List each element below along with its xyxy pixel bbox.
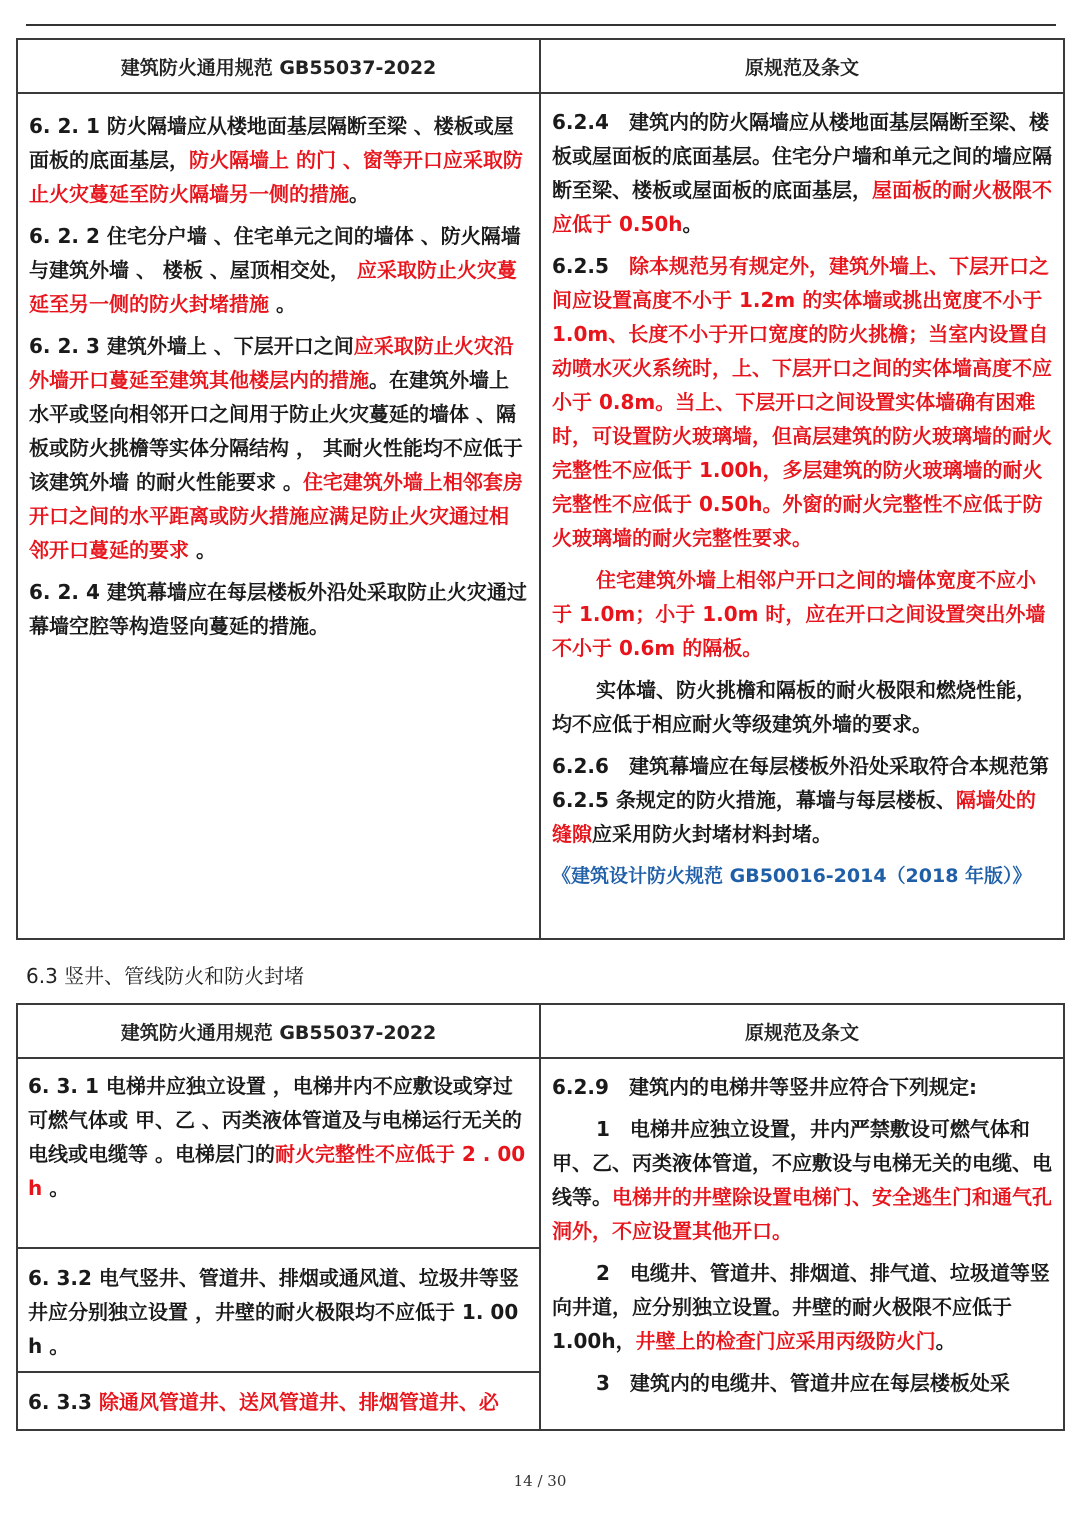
clause-text: 6.2.5 xyxy=(552,254,629,278)
clause-text: 6.2.9 建筑内的电梯井等竖井应符合下列规定: xyxy=(552,1075,977,1099)
clause-text: 6. 2. 2 住宅分户墙 、住宅单元之间的墙体 、防火隔墙与建筑外墙 、 楼板 、屋顶相交处， xyxy=(29,224,521,282)
clause-paragraph xyxy=(552,105,1052,241)
clause-paragraph xyxy=(28,1261,529,1363)
highlighted-text: 住宅建筑外墙上相邻户开口之间的墙体宽度不应小于 1.0m；小于 1.0m 时，应在开口之间设置突出外墙不小于 0.6m 的隔板。 xyxy=(552,568,1046,660)
clause-paragraph xyxy=(552,1256,1052,1358)
highlighted-text: 除本规范另有规定外，建筑外墙上、下层开口之间应设置高度不小于 1.2m 的实体墙或挑出宽度不小于 1.0m、长度不小于开口宽度的防火挑檐；当室内设置自动喷水灭火系统时，上、下层开口之间的实体墙高度不应小于 0.8m。当上、下层开口之间设置实体墙确有困难时，可设置防火玻璃墙，但高层建筑的防火玻璃墙的耐火完整性不应低于 1.00h，多层建筑的防火玻璃墙的耐火完整性不应低于 0.50h。外窗的耐火完整性不应低于防火玻璃墙的耐火完整性要求。 xyxy=(552,254,1052,550)
clause-paragraph xyxy=(29,329,528,567)
clause-paragraph xyxy=(29,219,528,321)
clause-paragraph xyxy=(552,1070,1052,1104)
clause-text: 6. 2. 4 建筑幕墙应在每层楼板外沿处采取防止火灾通过幕墙空腔等构造竖向蔓延的措施。 xyxy=(29,580,527,638)
clause-paragraph xyxy=(552,249,1052,555)
clause-paragraph xyxy=(29,575,528,643)
clause-paragraph xyxy=(552,1112,1052,1248)
new-code-column xyxy=(17,1058,540,1430)
clause-paragraph xyxy=(28,1069,529,1205)
top-rule xyxy=(26,24,1056,26)
clause-text: 6. 2. 3 建筑外墙上 、下层开口之间 xyxy=(29,334,354,358)
old-code-clauses xyxy=(542,95,1062,909)
clause-text: 1 电梯井应独立设置，井内严禁敷设可燃气体和甲、乙、丙类液体管道，不应敷设与电梯无关的电缆、电线等。 xyxy=(552,1117,1052,1209)
highlighted-text: 应采取防止火灾蔓延至另一侧的防火封堵措施 xyxy=(29,258,517,316)
clause-segment xyxy=(18,1373,539,1429)
new-code-column xyxy=(17,93,540,939)
source-reference: 《建筑设计防火规范 GB50016-2014（2018 年版）》 xyxy=(552,865,1032,887)
clause-text: 6.2.4 建筑内的防火隔墙应从楼地面基层隔断至梁、楼板或屋面板的底面基层。住宅分户墙和单元之间的墙应隔断至梁、楼板或屋面板的底面基层， xyxy=(552,110,1052,202)
clause-text: 。在建筑外墙上水平或竖向相邻开口之间用于防止火灾蔓延的墙体 、隔板或防火挑檐等实体分隔结构 ， 其耐火性能均不应低于该建筑外墙 的耐火性能要求 。 xyxy=(29,368,523,494)
old-code-column xyxy=(540,93,1064,939)
clause-text: 3 建筑内的电缆井、管道井应在每层楼板处采 xyxy=(596,1371,1010,1395)
highlighted-text: 电梯井的井壁除设置电梯门、安全逃生门和通气孔洞外，不应设置其他开口。 xyxy=(552,1185,1052,1243)
highlighted-text: 除通风管道井、送风管道井、排烟管道井、必 xyxy=(98,1390,499,1414)
clause-text: 实体墙、防火挑檐和隔板的耐火极限和燃烧性能，均不应低于相应耐火等级建筑外墙的要求。 xyxy=(552,678,1036,736)
highlighted-text: 隔墙处的缝隙 xyxy=(552,788,1036,846)
clause-paragraph xyxy=(552,563,1052,665)
comparison-table-6-3 xyxy=(16,1003,1065,1431)
highlighted-text: 住宅建筑外墙上相邻套房开口之间的水平距离或防火措施应满足防止火灾通过相邻开口蔓延的要求 xyxy=(29,470,523,562)
clause-segment xyxy=(18,1249,539,1373)
clause-segment xyxy=(18,1059,539,1249)
header-new-code: 建筑防火通用规范 GB55037-2022 xyxy=(17,39,540,93)
old-code-clause-list xyxy=(552,105,1052,851)
comparison-table-6-2 xyxy=(16,38,1065,940)
clause-text: 2 电缆井、管道井、排烟道、排气道、垃圾道等竖向井道，应分别独立设置。井壁的耐火极限不应低于 1.00h， xyxy=(552,1261,1050,1353)
highlighted-text: 防火隔墙上 的门 、窗等开口应采取防止火灾蔓延至防火隔墙另一侧的措施 xyxy=(29,148,523,206)
clause-text: 。 xyxy=(349,182,369,206)
highlighted-text: 应采取防止火灾沿外墙开口蔓延至建筑其他楼层内的措施 xyxy=(29,334,514,392)
clause-paragraph xyxy=(552,749,1052,851)
clause-text: 6. 3. 1 电梯井应独立设置 ，电梯井内不应敷设或穿过可燃气体或 甲、乙 、丙类液体管道及与电梯运行无关的电线或电缆等 。电梯层门的 xyxy=(28,1074,522,1166)
new-code-segments xyxy=(18,1059,539,1429)
header-new-code: 建筑防火通用规范 GB55037-2022 xyxy=(17,1004,540,1058)
highlighted-text: 屋面板的耐火极限不应低于 0.50h xyxy=(552,178,1052,236)
header-old-code: 原规范及条文 xyxy=(540,39,1064,93)
clause-text: 6. 2. 1 防火隔墙应从楼地面基层隔断至梁 、楼板或屋面板的底面基层， xyxy=(29,114,514,172)
old-code-column xyxy=(540,1058,1064,1430)
clause-text: 。 xyxy=(189,538,216,562)
clause-text: 。 xyxy=(269,292,296,316)
new-code-clauses xyxy=(19,95,538,659)
highlighted-text: 井壁上的检查门应采用丙级防火门 xyxy=(635,1329,936,1353)
clause-text: 。 xyxy=(682,212,703,236)
header-old-code: 原规范及条文 xyxy=(540,1004,1064,1058)
clause-paragraph xyxy=(29,109,528,211)
page-number: 14 / 30 xyxy=(513,1472,567,1490)
old-code-clauses xyxy=(542,1060,1062,1416)
clause-text: 6. 3.2 电气竖井、管道井、排烟或通风道、垃圾井等竖井应分别独立设置 ，井壁的耐火极限均不应低于 1. 00 h 。 xyxy=(28,1266,519,1358)
clause-text: 6.2.6 建筑幕墙应在每层楼板外沿处采取符合本规范第 6.2.5 条规定的防火措施，幕墙与每层楼板、 xyxy=(552,754,1049,812)
clause-paragraph xyxy=(28,1385,529,1419)
section-title: 6.3 竖井、管线防火和防火封堵 xyxy=(26,964,305,988)
clause-text: 应采用防火封堵材料封堵。 xyxy=(592,822,832,846)
clause-paragraph xyxy=(552,673,1052,741)
clause-text: 6. 3.3 xyxy=(28,1390,99,1414)
highlighted-text: 耐火完整性不应低于 2 . 00 h xyxy=(28,1142,526,1200)
clause-text: 。 xyxy=(935,1329,956,1353)
clause-text: 。 xyxy=(42,1176,70,1200)
clause-paragraph xyxy=(552,1366,1052,1400)
